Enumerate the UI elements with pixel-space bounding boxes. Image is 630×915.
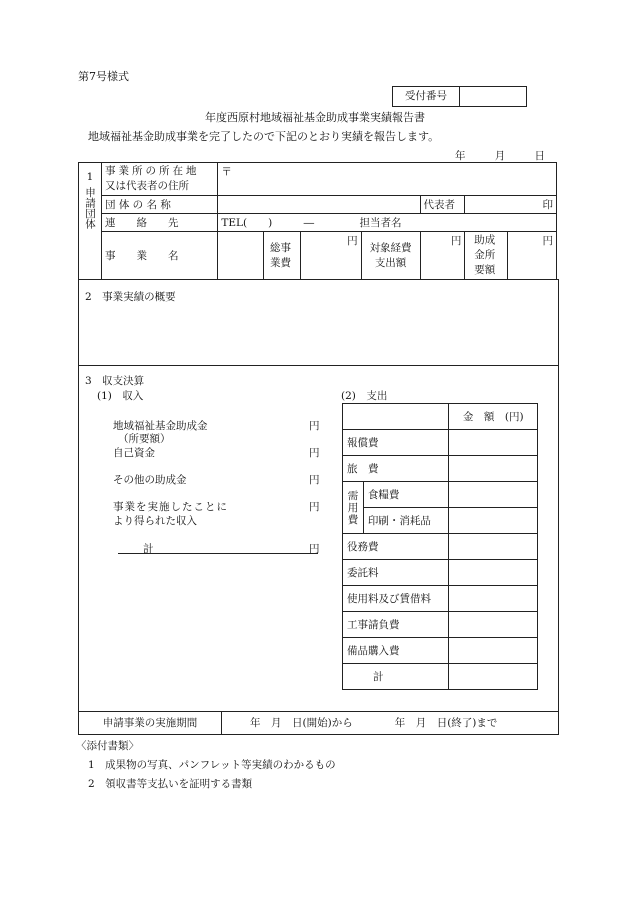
- contact-field[interactable]: [218, 214, 557, 232]
- seal-label: 印: [542, 199, 553, 211]
- expense-rental-amount[interactable]: [449, 586, 538, 612]
- postal-mark: 〒: [221, 166, 232, 178]
- project-period-value[interactable]: 年 月 日(開始)から 年 月 日(終了)まで: [250, 717, 498, 729]
- org-name-label: 団 体 の 名 称: [102, 196, 218, 214]
- amount-header: 金 額 (円): [449, 404, 538, 430]
- expense-travel-label: 旅 費: [343, 456, 449, 482]
- expense-service-label: 役務費: [343, 534, 449, 560]
- income-revenue-yen: 円: [309, 501, 320, 513]
- date-day: 日: [534, 150, 545, 162]
- income-other-grants: その他の助成金: [113, 474, 187, 486]
- expense-table: [342, 403, 538, 690]
- address-field[interactable]: [218, 163, 557, 196]
- income-title: (1) 収入: [97, 390, 144, 402]
- budget-title: 3 収支決算: [85, 375, 145, 387]
- grant-field[interactable]: 円: [508, 232, 557, 280]
- income-grant: 地域福祉基金助成金: [113, 420, 208, 432]
- tel-label: TEL( ) ―: [221, 217, 315, 229]
- total-cost-field[interactable]: 円: [300, 232, 361, 280]
- expense-food-label: 食糧費: [363, 482, 449, 508]
- income-grant-note: （所要額）: [118, 433, 171, 445]
- representative-field[interactable]: [465, 196, 557, 214]
- income-total-yen: 円: [309, 543, 320, 555]
- income-own-funds: 自己資金: [113, 447, 155, 459]
- intro-text: 地域福祉基金助成事業を完了したので下記のとおり実績を報告します。: [88, 130, 440, 143]
- report-date: [455, 148, 545, 163]
- income-grant-yen: 円: [309, 420, 320, 432]
- project-summary-section[interactable]: [78, 279, 559, 366]
- expense-travel-amount[interactable]: [449, 456, 538, 482]
- expense-equipment-amount[interactable]: [449, 638, 538, 664]
- date-year: 年: [455, 150, 466, 162]
- target-cost-label: 対象経費支出額: [361, 232, 420, 280]
- section-number: 1: [86, 171, 94, 183]
- expense-reward-amount[interactable]: [449, 430, 538, 456]
- form-number: 第7号様式: [78, 70, 129, 83]
- expense-header-blank: [343, 404, 449, 430]
- receipt-number-box: [392, 86, 527, 107]
- applicant-table: [78, 162, 557, 280]
- date-month: 月: [494, 150, 506, 162]
- expense-total-label: 計: [343, 664, 449, 690]
- project-summary-title: 2 事業実績の概要: [85, 291, 176, 303]
- receipt-number-label: 受付番号: [393, 87, 460, 106]
- applicant-section-label: [79, 163, 102, 280]
- expense-service-amount[interactable]: [449, 534, 538, 560]
- expense-construction-label: 工事請負費: [343, 612, 449, 638]
- person-in-charge-label: 担当者名: [359, 217, 402, 229]
- expense-commission-amount[interactable]: [449, 560, 538, 586]
- expense-reward-label: 報償費: [343, 430, 449, 456]
- representative-label: 代表者: [420, 196, 465, 214]
- expense-total-amount[interactable]: [449, 664, 538, 690]
- expense-supplies-group: 需用費: [343, 482, 364, 534]
- target-cost-field[interactable]: 円: [420, 232, 465, 280]
- income-own-yen: 円: [309, 447, 320, 459]
- income-total-rule: [118, 553, 318, 554]
- expense-commission-label: 委託料: [343, 560, 449, 586]
- grant-label: 助成金所要額: [465, 232, 508, 280]
- org-name-field[interactable]: [218, 196, 420, 214]
- project-period-row: [78, 711, 559, 735]
- expense-printing-label: 印刷・消耗品: [363, 508, 449, 534]
- expense-equipment-label: 備品購入費: [343, 638, 449, 664]
- attachment-item-1: 1 成果物の写真、パンフレット等実績のわかるもの: [88, 759, 336, 771]
- project-name-label: 事 業 名: [102, 232, 218, 280]
- address-label: 事業所の所在地 又は代表者の住所: [102, 163, 218, 196]
- project-name-field[interactable]: [218, 232, 264, 280]
- document-title: 年度西原村地域福祉基金助成事業実績報告書: [205, 111, 425, 124]
- receipt-number-field[interactable]: [460, 87, 526, 106]
- expense-construction-amount[interactable]: [449, 612, 538, 638]
- total-cost-label: 総事業費: [264, 232, 301, 280]
- expense-title: (2) 支出: [341, 390, 388, 402]
- contact-label: 連 絡 先: [102, 214, 218, 232]
- income-project-revenue-2: より得られた収入: [113, 515, 197, 527]
- income-other-yen: 円: [309, 474, 320, 486]
- project-period-label: 申請事業の実施期間: [79, 712, 222, 734]
- attachments-title: 〈添付書類〉: [76, 740, 139, 752]
- income-total-label: 計: [143, 543, 154, 555]
- income-project-revenue-1: 事業を実施したことに: [113, 501, 228, 513]
- expense-rental-label: 使用料及び賃借料: [343, 586, 449, 612]
- attachment-item-2: 2 領収書等支払いを証明する書類: [88, 778, 253, 790]
- expense-food-amount[interactable]: [449, 482, 538, 508]
- section-label: 申請団体: [84, 187, 96, 229]
- expense-printing-amount[interactable]: [449, 508, 538, 534]
